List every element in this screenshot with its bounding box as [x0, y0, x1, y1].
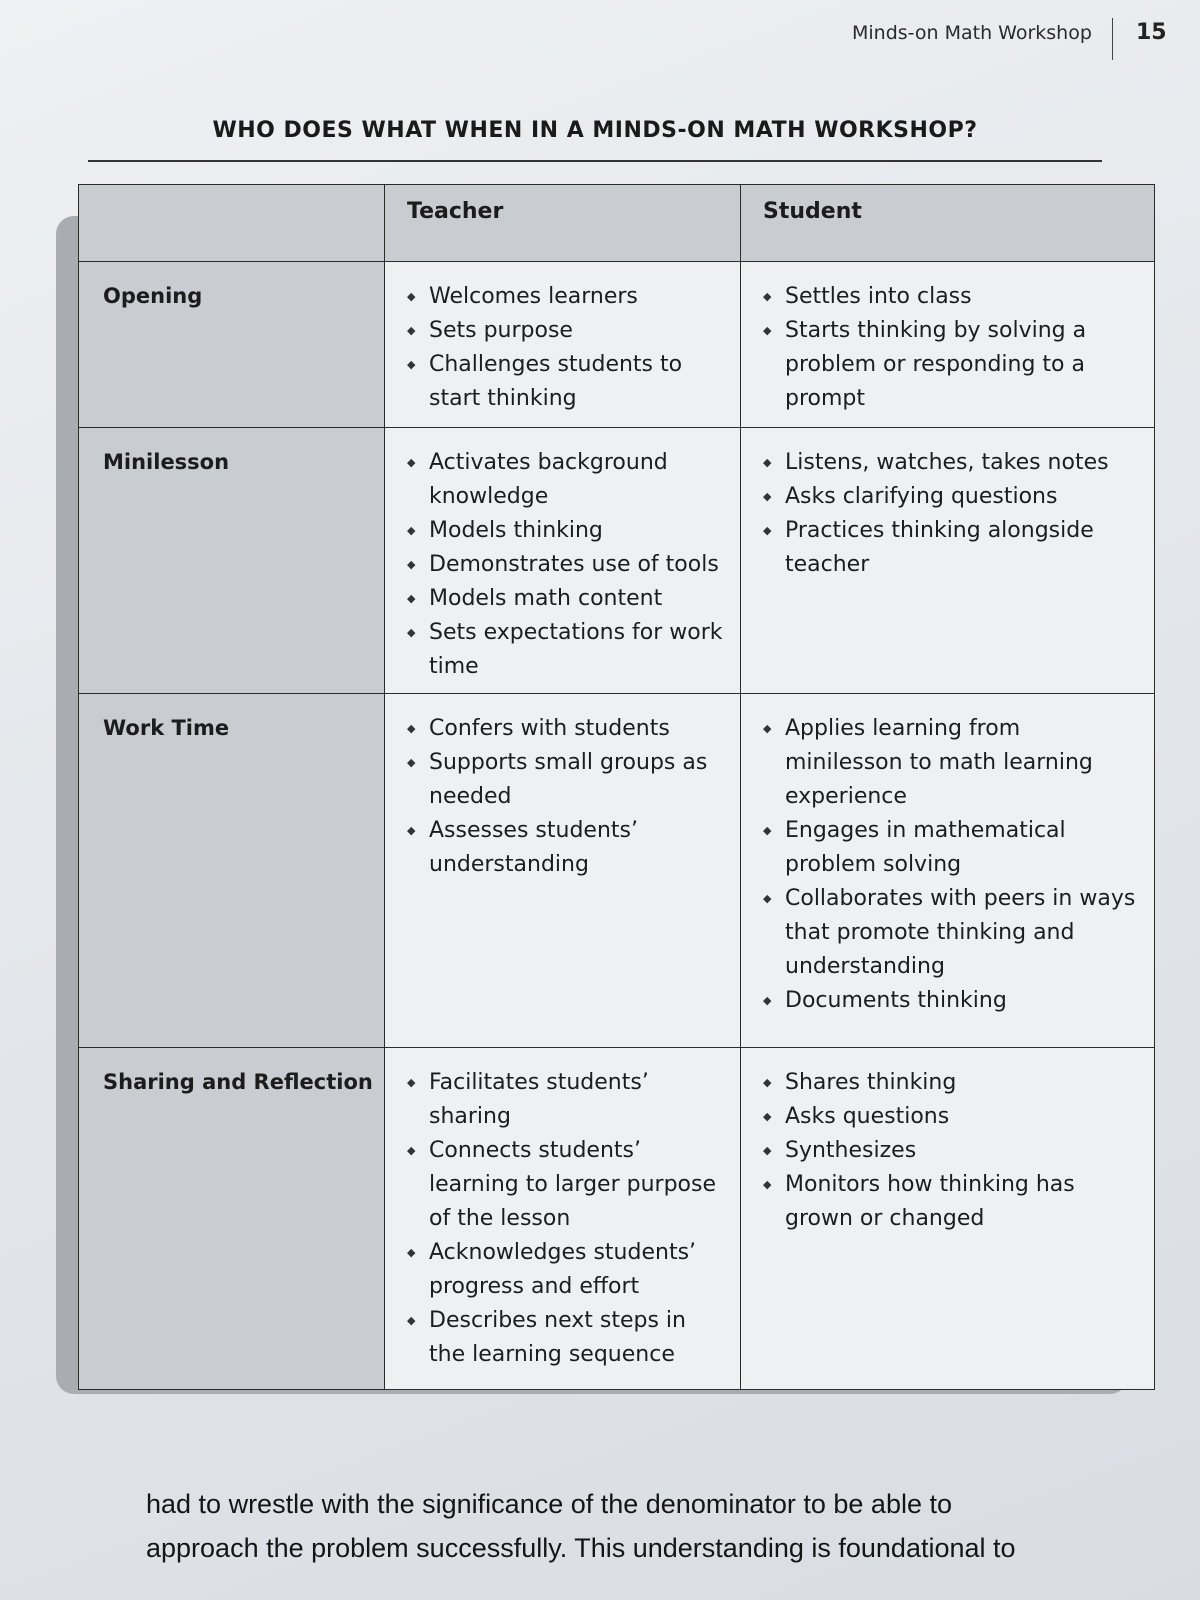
teacher-cell — [385, 262, 741, 428]
column-header-teacher: Teacher — [385, 185, 741, 262]
list-item: ◆ Listens, watches, takes notes — [763, 446, 1142, 480]
list-item: ◆ Describes next steps in the learning sequence — [407, 1304, 728, 1372]
table-row — [79, 428, 1155, 694]
list-item: ◆ Models thinking — [407, 514, 728, 548]
list-item: ◆ Engages in mathematical problem solving — [763, 814, 1142, 882]
list-item: ◆ Documents thinking — [763, 984, 1142, 1018]
list-item: ◆ Synthesizes — [763, 1134, 1142, 1168]
list-item: ◆ Welcomes learners — [407, 280, 728, 314]
table-row — [79, 262, 1155, 428]
list-item: ◆ Assesses students’ understanding — [407, 814, 728, 882]
list-item: ◆ Starts thinking by solving a problem or responding to a prompt — [763, 314, 1142, 416]
table-heading: WHO DOES WHAT WHEN IN A MINDS-ON MATH WORKSHOP? — [212, 118, 978, 143]
phase-label: Opening — [79, 262, 385, 428]
workshop-table — [78, 184, 1155, 1390]
list-item: ◆ Challenges students to start thinking — [407, 348, 728, 416]
list-item: ◆ Facilitates students’ sharing — [407, 1066, 728, 1134]
table-row — [79, 1048, 1155, 1390]
running-head-divider — [1112, 18, 1113, 60]
list-item: ◆ Asks clarifying questions — [763, 480, 1142, 514]
list-item: ◆ Collaborates with peers in ways that promote thinking and understanding — [763, 882, 1142, 984]
list-item: ◆ Activates background knowledge — [407, 446, 728, 514]
student-cell — [741, 428, 1155, 694]
teacher-cell — [385, 1048, 741, 1390]
list-item: ◆ Acknowledges students’ progress and effort — [407, 1236, 728, 1304]
body-line: had to wrestle with the significance of the denominator to be able to — [146, 1489, 952, 1519]
list-item: ◆ Shares thinking — [763, 1066, 1142, 1100]
phase-label: Work Time — [79, 694, 385, 1048]
table-row — [79, 694, 1155, 1048]
student-cell — [741, 1048, 1155, 1390]
list-item: ◆ Practices thinking alongside teacher — [763, 514, 1142, 582]
phase-label: Minilesson — [79, 428, 385, 694]
phase-label: Sharing and Reflection — [79, 1048, 385, 1390]
header-row — [79, 185, 1155, 262]
list-item: ◆ Supports small groups as needed — [407, 746, 728, 814]
running-head-title: Minds-on Math Workshop — [852, 22, 1092, 44]
teacher-cell — [385, 428, 741, 694]
list-item: ◆ Models math content — [407, 582, 728, 616]
page-number: 15 — [1136, 20, 1167, 45]
body-line: approach the problem successfully. This understanding is foundational to — [146, 1533, 1016, 1563]
heading-rule — [88, 160, 1102, 162]
list-item: ◆ Asks questions — [763, 1100, 1142, 1134]
list-item: ◆ Monitors how thinking has grown or changed — [763, 1168, 1142, 1236]
running-head — [820, 18, 1180, 58]
list-item: ◆ Connects students’ learning to larger purpose of the lesson — [407, 1134, 728, 1236]
list-item: ◆ Settles into class — [763, 280, 1142, 314]
student-cell — [741, 262, 1155, 428]
body-paragraph — [146, 1482, 1106, 1570]
list-item: ◆ Confers with students — [407, 712, 728, 746]
list-item: ◆ Applies learning from minilesson to math learning experience — [763, 712, 1142, 814]
list-item: ◆ Sets purpose — [407, 314, 728, 348]
column-header-phase — [79, 185, 385, 262]
list-item: ◆ Demonstrates use of tools — [407, 548, 728, 582]
student-cell — [741, 694, 1155, 1048]
list-item: ◆ Sets expectations for work time — [407, 616, 728, 684]
column-header-student: Student — [741, 185, 1155, 262]
teacher-cell — [385, 694, 741, 1048]
